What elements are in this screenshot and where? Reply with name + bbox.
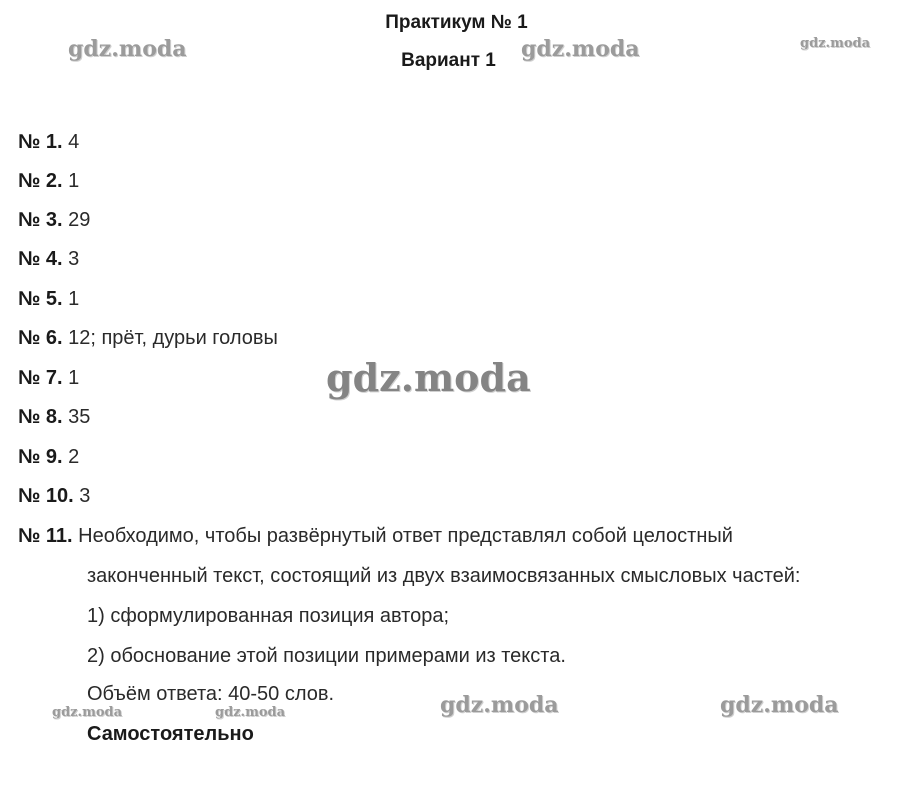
answer-number: № 3. [18, 209, 63, 231]
answer-value: 12; прёт, дурьи головы [68, 327, 278, 349]
answer-number: № 10. [18, 485, 74, 507]
answer-row-10 [18, 483, 90, 509]
watermark: gdz.moda [52, 705, 123, 720]
answer-value: 35 [68, 406, 91, 428]
answer-number: № 11. [18, 525, 73, 547]
watermark: gdz.moda [440, 692, 559, 718]
answer-row-5 [18, 286, 79, 312]
watermark: gdz.moda [326, 355, 531, 400]
answer-row-2 [18, 168, 79, 194]
answer-value: 1 [68, 170, 80, 192]
answer-row-3 [18, 207, 90, 233]
answer-value: 2 [68, 446, 80, 468]
answer-row-4 [18, 246, 79, 272]
answer-row-9 [18, 444, 79, 470]
task11-line: 2) обоснование этой позиции примерами из текста. [87, 645, 566, 667]
task11-line: законченный текст, состоящий из двух взаимосвязанных смысловых частей: [87, 565, 801, 587]
answer-number: № 2. [18, 170, 63, 192]
answer-number: № 6. [18, 327, 63, 349]
answer-row-7 [18, 365, 79, 391]
answer-number: № 5. [18, 288, 63, 310]
answer-value: 29 [68, 209, 91, 231]
watermark: gdz.moda [720, 692, 839, 718]
watermark: gdz.moda [800, 36, 871, 51]
answer-number: № 1. [18, 131, 63, 153]
answer-value: 3 [79, 485, 91, 507]
answer-value: 1 [68, 288, 80, 310]
answer-number: № 8. [18, 406, 63, 428]
task11-line: Объём ответа: 40-50 слов. [87, 683, 335, 705]
watermark: gdz.moda [521, 36, 640, 62]
answer-value: 1 [68, 367, 80, 389]
variant-title: Вариант 1 [401, 50, 496, 71]
answer-value: 4 [68, 131, 80, 153]
page-title: Практикум № 1 [385, 12, 528, 33]
answer-row-6 [18, 325, 278, 351]
independent-label: Самостоятельно [87, 723, 254, 745]
answer-number: № 4. [18, 248, 63, 270]
answer-value: 3 [68, 248, 80, 270]
answer-number: № 7. [18, 367, 63, 389]
answer-number: № 9. [18, 446, 63, 468]
watermark: gdz.moda [68, 36, 187, 62]
answer-row-8 [18, 404, 90, 430]
task11-line: 1) сформулированная позиция автора; [87, 605, 450, 627]
watermark: gdz.moda [215, 705, 286, 720]
answer-row-11 [18, 523, 733, 549]
answer-row-1 [18, 129, 79, 155]
answer-value: Необходимо, чтобы развёрнутый ответ представлял собой целостный [78, 525, 733, 547]
